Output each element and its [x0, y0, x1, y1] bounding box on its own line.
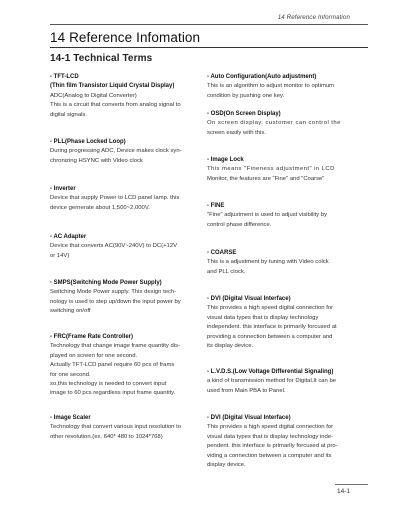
term-line: device gernerate about 1,500~2,000V. [50, 204, 150, 211]
term-image-scaler [50, 414, 208, 442]
term-line: On screen display. customer can control the [207, 120, 341, 127]
term-heading: - L.V.D.S.(Low Voltage Differential Signaling) [207, 369, 334, 375]
term-line: display device. [207, 462, 246, 469]
term-heading: - FINE [207, 203, 225, 209]
term-line: played on screen for one second. [50, 352, 138, 359]
term-line: digital signals. [50, 111, 88, 118]
term-heading: - SMPS(Switching Mode Power Supply) [50, 280, 162, 286]
term-line: ADC(Analog to Digital Converter) [50, 92, 137, 99]
term-line: chronizing HSYNC with Video clock [50, 157, 143, 164]
term-line: viding a connection between a computer and its [207, 452, 332, 459]
term-smps [50, 279, 208, 317]
term-line: control phase difference. [207, 221, 272, 228]
term-line: screen easily with this. [207, 129, 266, 136]
term-heading: - TFT-LCD [50, 74, 79, 80]
term-dvi-repeat [207, 414, 365, 470]
term-heading: - AC Adapter [50, 234, 87, 240]
term-line: and PLL clock. [207, 268, 246, 275]
term-inverter [50, 185, 208, 213]
term-auto-configuration [207, 73, 365, 101]
term-line: During progressing ADC, Device makes clock syn- [50, 148, 182, 155]
term-line: nology is used to step up/down the input power by [50, 298, 181, 305]
term-line: independent. this interface is primarily forcused at [207, 324, 337, 331]
section-title: 14-1 Technical Terms [50, 53, 153, 64]
term-line: Actually TFT-LCD panel require 60 pcs of frams [50, 362, 175, 369]
term-heading: - PLL(Phase Locked Loop) [50, 139, 126, 145]
term-line: image to 60 pcs regardless input frame quantity. [50, 390, 176, 397]
term-heading: - Inverter [50, 186, 76, 192]
term-pll [50, 138, 208, 166]
term-line: This is a circuit that converts from analog signal to [50, 102, 181, 109]
term-dvi [207, 295, 365, 351]
term-line: This provides a high speed digital connection for [207, 305, 334, 312]
term-subheading: (Thin film Transistor Liquid Crystal Display) [50, 83, 175, 90]
term-image-lock [207, 156, 365, 184]
term-line: This means "Fineness adjustment" in LCD [207, 166, 335, 173]
term-line: Technology that change image frame quantity dis- [50, 343, 180, 350]
term-tft-lcd [50, 73, 208, 120]
term-line: This is an algorithm to adjust monitor to optimum [207, 83, 335, 90]
term-osd [207, 110, 365, 138]
term-ac-adapter [50, 233, 208, 261]
term-line: Technology that convert various input resolution to [50, 424, 181, 431]
term-line: Device that supply Power to LCD panel lamp. this [50, 195, 180, 202]
term-heading: - COARSE [207, 250, 237, 256]
term-line: or 14V) [50, 252, 70, 259]
term-line: so,this technology is needed to convert input [50, 381, 167, 388]
term-line: a kind of transmission method for Digital.It can be [207, 378, 337, 385]
term-frc [50, 333, 208, 399]
running-head: 14 Reference Information [277, 14, 350, 21]
chapter-title: 14 Reference Infomation [50, 30, 368, 48]
term-heading: - Image Lock [207, 157, 244, 163]
term-heading: - FRC(Frame Rate Controller) [50, 334, 134, 340]
term-line: its display device. [207, 343, 254, 350]
bottom-rule [335, 484, 368, 485]
term-line: Monitor, the features are "Fine" and "Coarse" [207, 175, 325, 182]
term-line: providing a connection between a computer and [207, 333, 333, 340]
term-heading: - Image Scaler [50, 415, 91, 421]
term-heading: - DVI (Digital Visual Interface) [207, 296, 291, 302]
term-lvds [207, 368, 365, 396]
term-line: other resolution.(ex. 640* 480 to 1024*768) [50, 433, 163, 440]
term-coarse [207, 249, 365, 277]
term-line: visual data types that is display technology inde- [207, 433, 334, 440]
top-rule [50, 24, 368, 25]
term-line: used from Main PBA to Panel. [207, 387, 286, 394]
term-line: "Fine" adjustment is used to adjust visibility by [207, 212, 328, 219]
term-line: This is a adjustment by tuning with Video colck [207, 259, 329, 266]
term-heading: - OSD(On Screen Display) [207, 111, 281, 117]
term-line: pendent. this interface is primarily forcused at pro- [207, 443, 338, 450]
term-line: visual data types that is display technology [207, 314, 319, 321]
term-line: for one second. [50, 371, 91, 378]
page-number: 14-1 [336, 488, 350, 495]
term-heading: - DVI (Digital Visual Interface) [207, 415, 291, 421]
term-line: This provides a high speed digital connection for [207, 424, 334, 431]
term-line: switching on/off [50, 308, 91, 315]
term-line: Switching Mode Power supply. This design tech- [50, 289, 177, 296]
term-line: condition by pushing one key. [207, 92, 285, 99]
term-line: Device that converts AC(90V~240V) to DC(+12V [50, 243, 178, 250]
term-fine [207, 202, 365, 230]
term-heading: - Auto Configuration(Auto adjustment) [207, 74, 317, 80]
